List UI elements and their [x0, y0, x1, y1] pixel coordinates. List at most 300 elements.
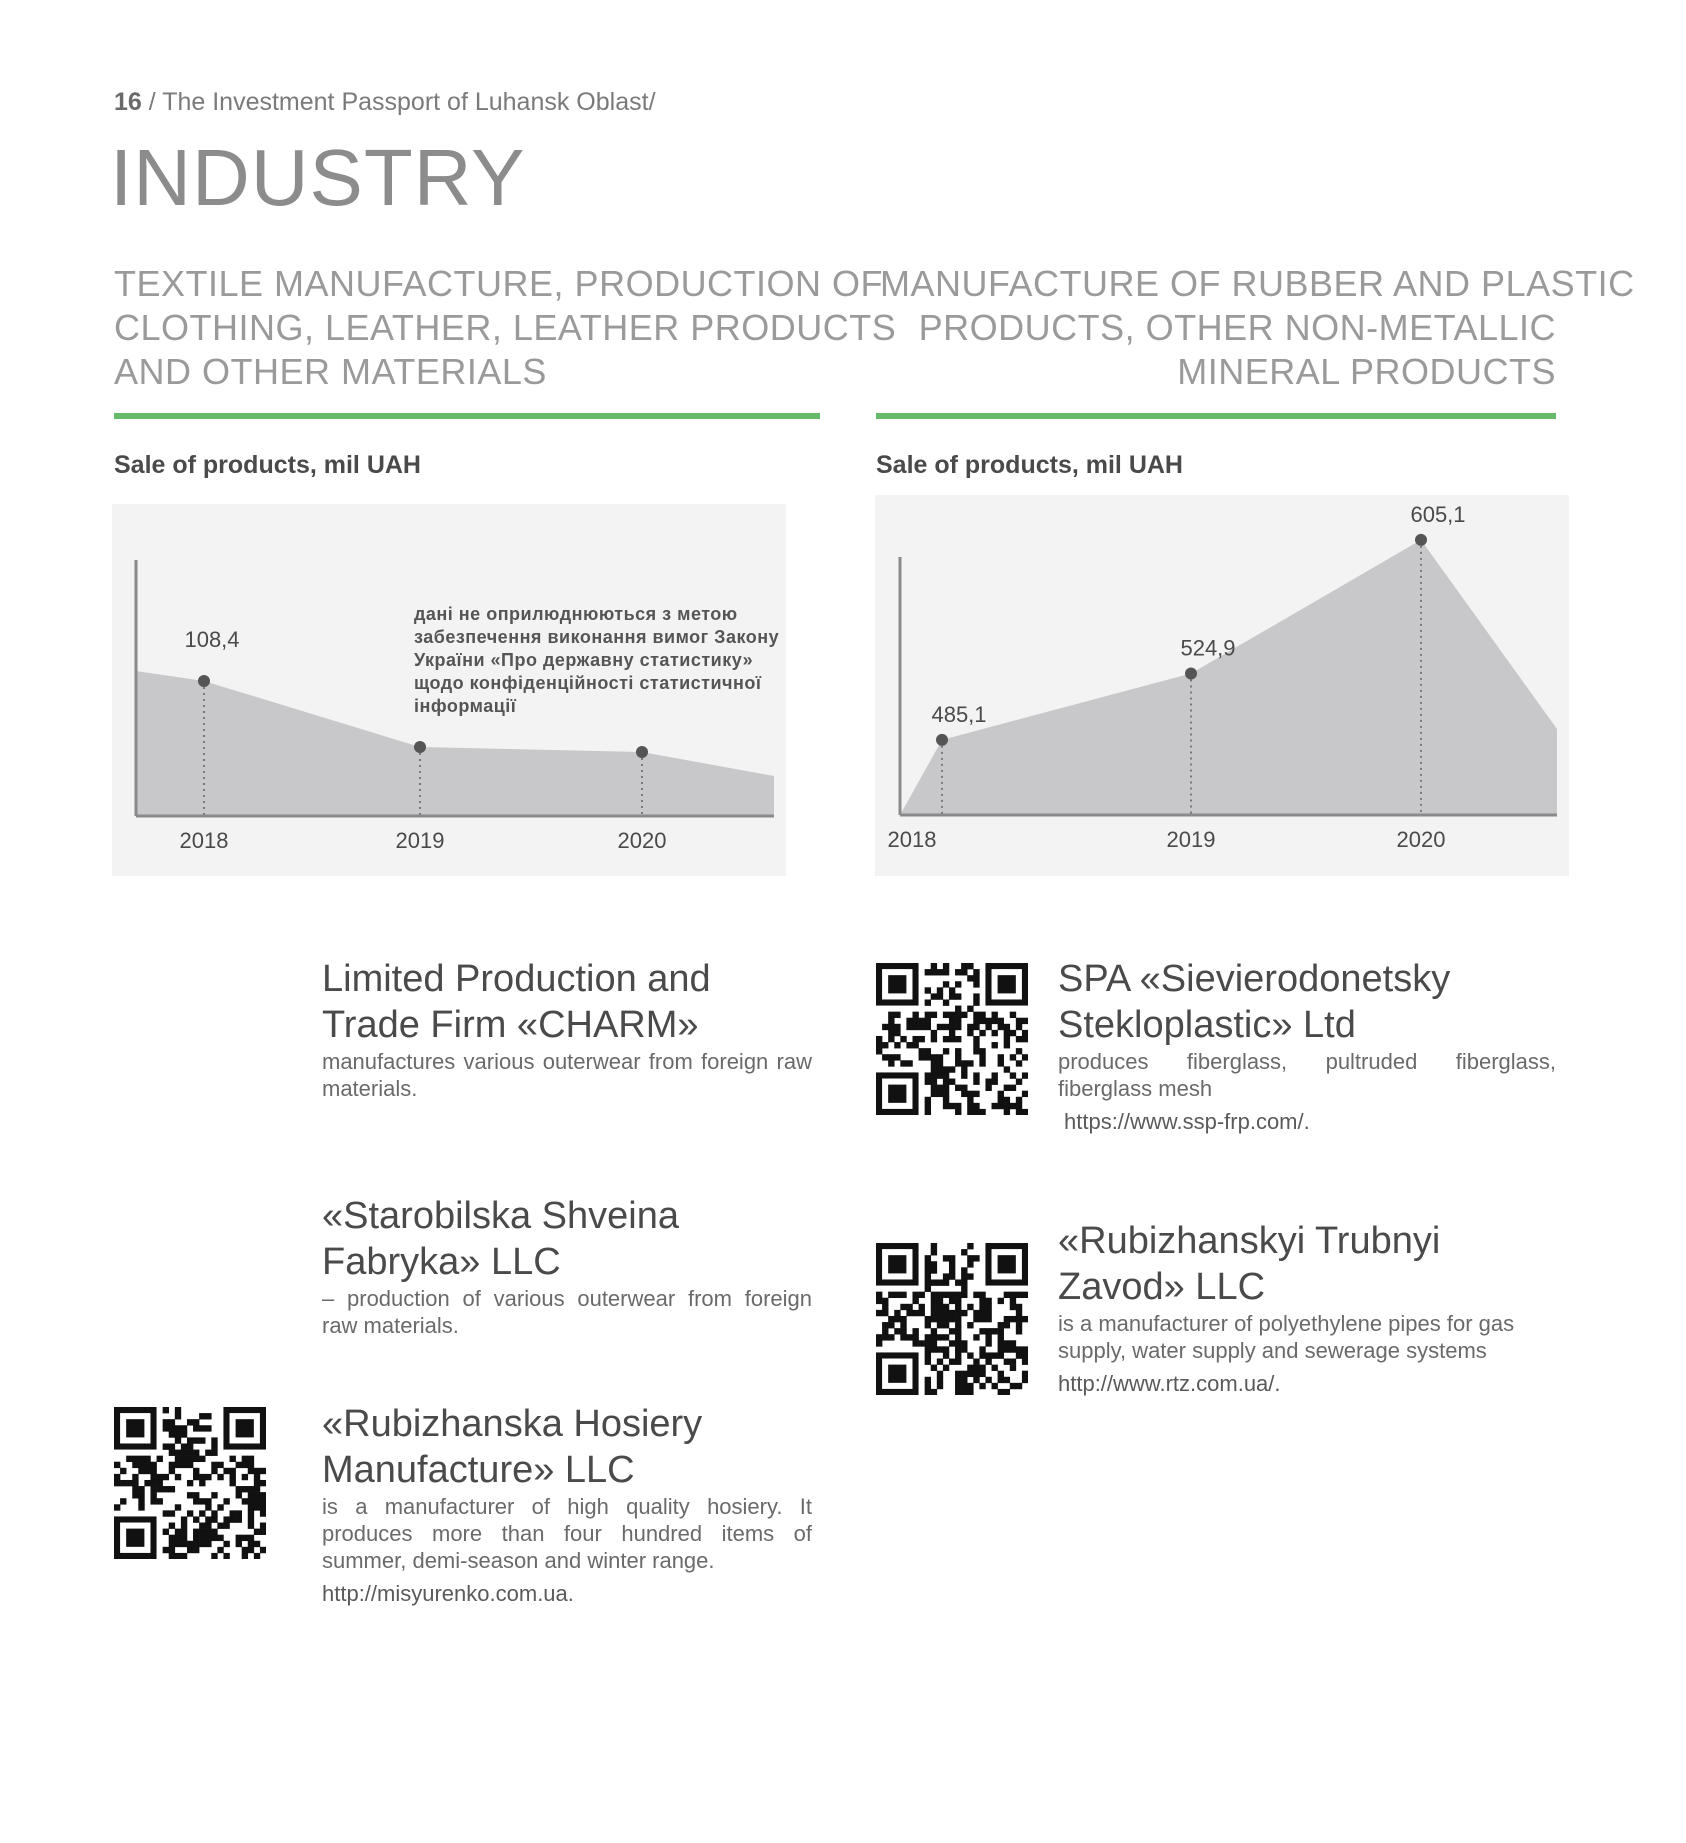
qr-module [1004, 1103, 1010, 1109]
company-link[interactable]: https://www.ssp-frp.com/. [1064, 1109, 1310, 1134]
qr-module [169, 1462, 175, 1468]
qr-module [223, 1523, 229, 1529]
qr-module [943, 1346, 949, 1352]
qr-module [912, 1328, 918, 1334]
qr-module [992, 1365, 998, 1371]
qr-module [1016, 1036, 1022, 1042]
qr-module [967, 1383, 973, 1389]
qr-module [955, 1371, 961, 1377]
qr-module [955, 1359, 961, 1365]
qr-module [961, 1383, 967, 1389]
qr-module [1004, 1292, 1010, 1298]
qr-module [138, 1456, 144, 1462]
section-divider-right [876, 413, 1556, 419]
qr-module [1016, 1018, 1022, 1024]
qr-module [888, 1024, 894, 1030]
company-description: produces fiberglass, pultruded fiberglass, fiberglass mesh [1058, 1049, 1556, 1101]
qr-module [882, 1042, 888, 1048]
qr-module [1022, 1030, 1028, 1036]
qr-module [943, 1334, 949, 1340]
qr-module [888, 1316, 894, 1322]
qr-module [998, 1346, 1004, 1352]
qr-module [193, 1547, 199, 1553]
qr-module [949, 1298, 955, 1304]
qr-module [1010, 1340, 1016, 1346]
qr-module [961, 1371, 967, 1377]
heading-line: MINERAL PRODUCTS [1177, 351, 1556, 392]
qr-module [193, 1541, 199, 1547]
company-trubnyi [1058, 1218, 1556, 1397]
qr-module [114, 1504, 120, 1510]
qr-finder-core [236, 1419, 254, 1437]
qr-module [955, 1006, 961, 1012]
qr-module [150, 1498, 156, 1504]
qr-module [955, 993, 961, 999]
qr-module [1004, 1340, 1010, 1346]
qr-module [985, 1359, 991, 1365]
qr-module [979, 1328, 985, 1334]
qr-module [175, 1431, 181, 1437]
qr-module [973, 1365, 979, 1371]
qr-finder-core [998, 1255, 1016, 1273]
qr-module [955, 1018, 961, 1024]
qr-module [955, 1292, 961, 1298]
qr-code-icon[interactable] [876, 963, 1028, 1115]
qr-module [943, 1310, 949, 1316]
qr-module [919, 1340, 925, 1346]
qr-module [1016, 1304, 1022, 1310]
qr-module [949, 1273, 955, 1279]
qr-module [961, 1389, 967, 1395]
qr-module [260, 1480, 266, 1486]
qr-module [961, 1273, 967, 1279]
heading-line: PRODUCTS, OTHER NON-METALLIC [918, 307, 1556, 348]
x-tick-label: 2019 [1166, 827, 1216, 852]
qr-module [254, 1553, 260, 1559]
qr-module [967, 1371, 973, 1377]
qr-module [163, 1474, 169, 1480]
qr-module [998, 1060, 1004, 1066]
qr-module [931, 1389, 937, 1395]
qr-module [998, 1322, 1004, 1328]
qr-module [1010, 1085, 1016, 1091]
qr-module [157, 1486, 163, 1492]
qr-module [949, 1340, 955, 1346]
qr-module [992, 1072, 998, 1078]
qr-module [979, 1109, 985, 1115]
qr-module [175, 1407, 181, 1413]
qr-module [973, 981, 979, 987]
qr-module [925, 1389, 931, 1395]
qr-module [1010, 1030, 1016, 1036]
qr-module [254, 1529, 260, 1535]
qr-module [943, 1097, 949, 1103]
qr-module [925, 1109, 931, 1115]
qr-module [979, 1346, 985, 1352]
qr-module [955, 1060, 961, 1066]
qr-module [236, 1516, 242, 1522]
qr-code-icon[interactable] [876, 1243, 1028, 1395]
qr-module [248, 1486, 254, 1492]
qr-module [943, 999, 949, 1005]
qr-module [967, 1352, 973, 1358]
data-label: 108,4 [184, 627, 240, 652]
chart-area [900, 540, 1557, 815]
qr-module [1010, 1292, 1016, 1298]
qr-module [144, 1480, 150, 1486]
qr-module [1010, 1298, 1016, 1304]
qr-module [163, 1486, 169, 1492]
qr-module [1016, 1103, 1022, 1109]
qr-module [175, 1541, 181, 1547]
qr-module [925, 999, 931, 1005]
qr-module [979, 1012, 985, 1018]
qr-module [925, 1012, 931, 1018]
qr-module [955, 1340, 961, 1346]
qr-module [187, 1443, 193, 1449]
qr-module [967, 963, 973, 969]
qr-module [937, 1371, 943, 1377]
qr-module [955, 1377, 961, 1383]
company-title [1058, 1218, 1556, 1310]
qr-module [967, 1103, 973, 1109]
qr-module [150, 1480, 156, 1486]
qr-module [961, 1377, 967, 1383]
qr-module [937, 1279, 943, 1285]
data-point [198, 675, 210, 687]
qr-module [906, 1304, 912, 1310]
qr-module [230, 1474, 236, 1480]
qr-module [912, 1036, 918, 1042]
qr-module [979, 1018, 985, 1024]
qr-module [242, 1456, 248, 1462]
qr-module [973, 999, 979, 1005]
qr-module [1016, 1048, 1022, 1054]
qr-module [187, 1492, 193, 1498]
qr-module [876, 1340, 882, 1346]
company-description: is a manufacturer of polyethylene pipes for gas supply, water supply and sewerage systems [1058, 1311, 1515, 1363]
qr-module [114, 1462, 120, 1468]
qr-module [1004, 1042, 1010, 1048]
qr-module [181, 1541, 187, 1547]
qr-module [973, 1018, 979, 1024]
qr-module [211, 1450, 217, 1456]
qr-module [126, 1456, 132, 1462]
qr-module [1010, 1346, 1016, 1352]
qr-finder-core [126, 1529, 144, 1547]
qr-module [248, 1535, 254, 1541]
qr-module [187, 1480, 193, 1486]
qr-module [919, 1036, 925, 1042]
qr-module [973, 1103, 979, 1109]
qr-module [126, 1480, 132, 1486]
qr-module [955, 1334, 961, 1340]
qr-module [992, 1352, 998, 1358]
qr-module [931, 1346, 937, 1352]
heading-line: AND OTHER MATERIALS [114, 351, 547, 392]
qr-module [1010, 1304, 1016, 1310]
qr-module [998, 1024, 1004, 1030]
qr-module [175, 1456, 181, 1462]
qr-module [1004, 1097, 1010, 1103]
qr-module [937, 1377, 943, 1383]
qr-module [931, 969, 937, 975]
qr-module [949, 1255, 955, 1261]
qr-module [193, 1456, 199, 1462]
qr-module [925, 1024, 931, 1030]
company-link[interactable]: http://www.rtz.com.ua/. [1058, 1371, 1281, 1396]
qr-module [919, 1048, 925, 1054]
qr-module [1022, 1359, 1028, 1365]
qr-module [1004, 1377, 1010, 1383]
qr-module [955, 981, 961, 987]
qr-module [260, 1510, 266, 1516]
x-tick-label: 2018 [887, 827, 937, 852]
qr-module [998, 1298, 1004, 1304]
qr-module [187, 1437, 193, 1443]
qr-module [1022, 1346, 1028, 1352]
qr-module [931, 1079, 937, 1085]
qr-module [248, 1510, 254, 1516]
qr-module [1022, 1292, 1028, 1298]
data-point [1415, 534, 1427, 546]
qr-module [912, 1018, 918, 1024]
qr-module [943, 1316, 949, 1322]
qr-module [199, 1535, 205, 1541]
qr-module [169, 1450, 175, 1456]
qr-module [254, 1541, 260, 1547]
qr-module [132, 1492, 138, 1498]
qr-module [949, 1103, 955, 1109]
qr-module [919, 1018, 925, 1024]
company-description: – production of various outerwear from foreign raw materials. [322, 1286, 812, 1338]
qr-module [925, 1352, 931, 1358]
qr-module [961, 1085, 967, 1091]
qr-module [943, 1024, 949, 1030]
qr-module [175, 1462, 181, 1468]
company-stekloplastic [1058, 956, 1556, 1135]
qr-module [925, 1322, 931, 1328]
qr-module [193, 1474, 199, 1480]
qr-module [961, 1292, 967, 1298]
qr-module [132, 1456, 138, 1462]
qr-module [985, 1316, 991, 1322]
qr-module [1022, 1352, 1028, 1358]
qr-module [979, 1298, 985, 1304]
qr-module [1022, 1316, 1028, 1322]
company-link[interactable]: http://misyurenko.com.ua. [322, 1581, 574, 1606]
qr-module [1004, 1109, 1010, 1115]
qr-module [998, 1371, 1004, 1377]
qr-module [236, 1535, 242, 1541]
qr-module [157, 1456, 163, 1462]
company-title-line: Manufacture» LLC [322, 1449, 635, 1491]
qr-module [919, 1304, 925, 1310]
qr-module [931, 1365, 937, 1371]
qr-module [1022, 1054, 1028, 1060]
qr-module [985, 1018, 991, 1024]
qr-module [943, 1103, 949, 1109]
qr-module [973, 1310, 979, 1316]
qr-module [1016, 1024, 1022, 1030]
qr-module [169, 1419, 175, 1425]
qr-module [888, 1036, 894, 1042]
company-title-line: Fabryka» LLC [322, 1241, 561, 1283]
qr-module [949, 1328, 955, 1334]
qr-module [163, 1510, 169, 1516]
qr-module [169, 1510, 175, 1516]
qr-module [992, 1018, 998, 1024]
page-title: INDUSTRY [110, 133, 526, 222]
qr-module [888, 1054, 894, 1060]
qr-module [260, 1547, 266, 1553]
qr-module [912, 1334, 918, 1340]
qr-module [157, 1474, 163, 1480]
qr-module [967, 1024, 973, 1030]
qr-module [882, 1024, 888, 1030]
company-title-line: Zavod» LLC [1058, 1266, 1266, 1308]
qr-module [912, 1310, 918, 1316]
qr-module [1004, 1389, 1010, 1395]
qr-module [888, 1292, 894, 1298]
qr-module [150, 1462, 156, 1468]
qr-module [906, 1334, 912, 1340]
qr-module [211, 1535, 217, 1541]
data-point [936, 734, 948, 746]
qr-module [955, 969, 961, 975]
qr-module [175, 1425, 181, 1431]
qr-module [931, 1316, 937, 1322]
qr-module [888, 1030, 894, 1036]
qr-module [217, 1547, 223, 1553]
qr-module [260, 1529, 266, 1535]
qr-module [193, 1516, 199, 1522]
qr-module [144, 1468, 150, 1474]
qr-module [211, 1468, 217, 1474]
qr-module [169, 1547, 175, 1553]
qr-module [144, 1462, 150, 1468]
qr-module [961, 1012, 967, 1018]
qr-module [1016, 1109, 1022, 1115]
qr-module [882, 1310, 888, 1316]
qr-module [254, 1492, 260, 1498]
qr-module [1004, 1066, 1010, 1072]
qr-module [925, 1286, 931, 1292]
company-description: manufactures various outerwear from foreign raw materials. [322, 1049, 812, 1101]
qr-module [961, 1267, 967, 1273]
qr-code-icon[interactable] [114, 1407, 266, 1559]
qr-module [223, 1468, 229, 1474]
qr-module [967, 1243, 973, 1249]
qr-module [223, 1516, 229, 1522]
qr-module [979, 1304, 985, 1310]
company-hosiery [322, 1401, 812, 1607]
qr-module [937, 1072, 943, 1078]
qr-module [992, 1383, 998, 1389]
qr-module [248, 1523, 254, 1529]
qr-module [1022, 1371, 1028, 1377]
qr-module [973, 1359, 979, 1365]
qr-module [900, 1328, 906, 1334]
qr-module [230, 1480, 236, 1486]
qr-module [979, 1048, 985, 1054]
data-point [1185, 668, 1197, 680]
qr-module [967, 975, 973, 981]
qr-module [973, 1109, 979, 1115]
qr-module [973, 1079, 979, 1085]
qr-module [187, 1456, 193, 1462]
qr-module [242, 1474, 248, 1480]
qr-module [931, 1036, 937, 1042]
qr-module [181, 1553, 187, 1559]
qr-module [888, 1018, 894, 1024]
qr-module [949, 1036, 955, 1042]
qr-module [949, 1267, 955, 1273]
qr-module [175, 1450, 181, 1456]
qr-module [205, 1529, 211, 1535]
section-divider-left [114, 413, 820, 419]
qr-module [248, 1462, 254, 1468]
qr-module [912, 1012, 918, 1018]
qr-module [181, 1529, 187, 1535]
qr-module [943, 1292, 949, 1298]
qr-module [925, 1334, 931, 1340]
qr-module [211, 1443, 217, 1449]
qr-module [254, 1474, 260, 1480]
qr-module [199, 1437, 205, 1443]
qr-module [925, 1340, 931, 1346]
qr-module [175, 1474, 181, 1480]
qr-module [193, 1529, 199, 1535]
qr-finder-core [888, 1255, 906, 1273]
qr-module [894, 1316, 900, 1322]
qr-module [1016, 1383, 1022, 1389]
qr-module [925, 987, 931, 993]
qr-module [248, 1504, 254, 1510]
qr-module [955, 1109, 961, 1115]
qr-module [181, 1425, 187, 1431]
qr-module [205, 1413, 211, 1419]
qr-module [181, 1456, 187, 1462]
qr-module [943, 1079, 949, 1085]
qr-module [199, 1474, 205, 1480]
qr-module [985, 1079, 991, 1085]
qr-module [876, 1292, 882, 1298]
qr-module [205, 1498, 211, 1504]
qr-module [138, 1498, 144, 1504]
qr-module [138, 1492, 144, 1498]
qr-module [979, 1352, 985, 1358]
qr-module [937, 1383, 943, 1389]
qr-module [979, 1310, 985, 1316]
qr-module [894, 1310, 900, 1316]
qr-module [949, 1261, 955, 1267]
qr-module [973, 1042, 979, 1048]
qr-module [961, 1091, 967, 1097]
qr-module [925, 1267, 931, 1273]
qr-module [169, 1431, 175, 1437]
qr-module [937, 1310, 943, 1316]
qr-module [138, 1504, 144, 1510]
qr-module [1022, 1072, 1028, 1078]
qr-module [223, 1498, 229, 1504]
heading-line: CLOTHING, LEATHER, LEATHER PRODUCTS [114, 307, 897, 348]
qr-module [955, 1279, 961, 1285]
qr-module [973, 1012, 979, 1018]
qr-module [217, 1504, 223, 1510]
qr-module [260, 1523, 266, 1529]
qr-module [931, 1334, 937, 1340]
